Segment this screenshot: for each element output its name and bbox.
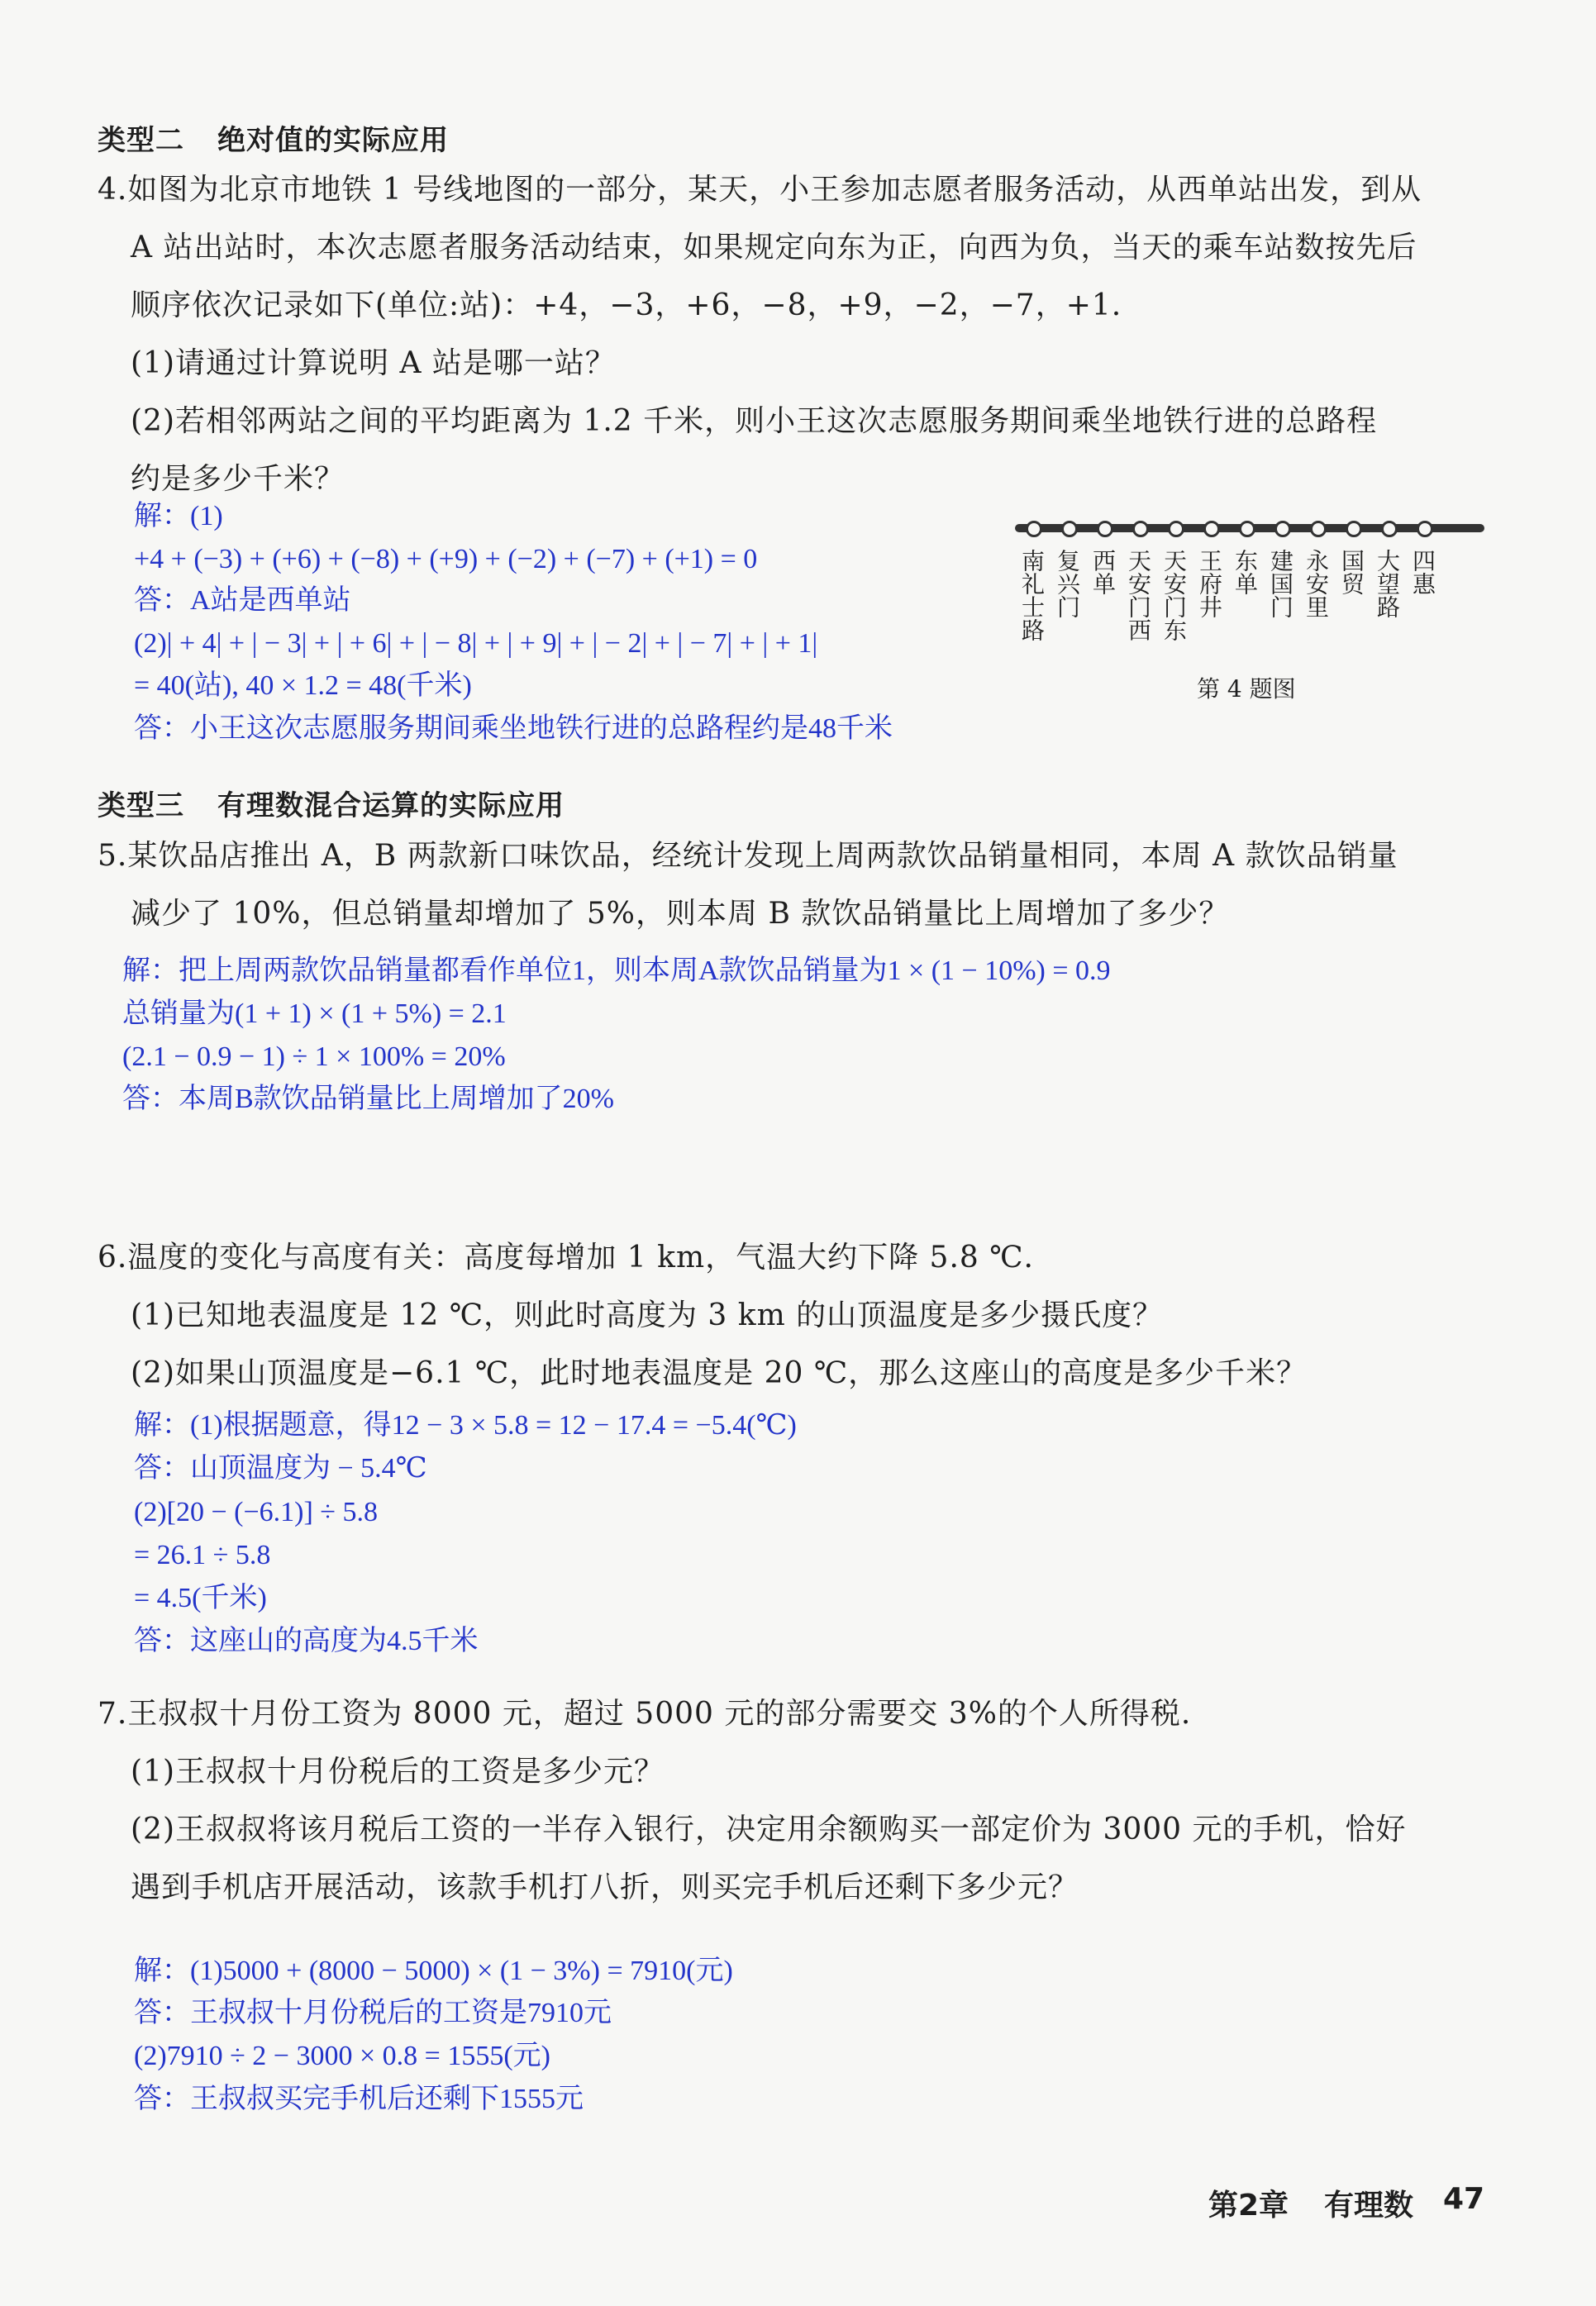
answer-line: = 40(站), 40 × 1.2 = 48(千米) <box>134 670 472 701</box>
answer-line: +4 + (−3) + (+6) + (−8) + (+9) + (−2) + (−7) + (+1) = 0 <box>134 544 758 574</box>
question-line: A 站出站时，本次志愿者服务活动结束，如果规定向东为正，向西为负，当天的乘车站数按先后 <box>131 231 1417 264</box>
answer-line: 答：本周B款饮品销量比上周增加了20% <box>122 1084 614 1114</box>
station-label: 天安门东 <box>1160 549 1188 641</box>
station-label: 天安门西 <box>1125 549 1152 641</box>
station-dot <box>1417 521 1433 537</box>
question-line: (2)如果山顶温度是−6.1 ℃，此时地表温度是 20 ℃，那么这座山的高度是多少千米？ <box>131 1356 1308 1390</box>
question-line: (1)请通过计算说明 A 站是哪一站？ <box>131 346 616 380</box>
station-label: 四惠 <box>1409 549 1436 595</box>
answer-line: 解：(1) <box>134 501 223 531</box>
station-label: 复兴门 <box>1054 549 1081 618</box>
station-label: 大望路 <box>1374 549 1401 618</box>
answer-line: 解：(1)根据题意，得12 − 3 × 5.8 = 12 − 17.4 = −5.4(℃) <box>134 1410 797 1441</box>
question-line: (2)若相邻两站之间的平均距离为 1.2 千米，则小王这次志愿服务期间乘坐地铁行进的总路程 <box>131 404 1378 438</box>
station-dot <box>1346 521 1362 537</box>
footer-chapter: 第2章 <box>1208 2189 1289 2223</box>
answer-line: = 4.5(千米) <box>134 1583 267 1613</box>
station-label: 王府井 <box>1196 549 1223 618</box>
station-dot <box>1274 521 1291 537</box>
question-line: 4.如图为北京市地铁 1 号线地图的一部分，某天，小王参加志愿者服务活动，从西单站出发，到从 <box>98 173 1422 207</box>
question-line: 减少了 10%，但总销量却增加了 5%，则本周 B 款饮品销量比上周增加了多少？ <box>131 897 1230 931</box>
station-label: 国贸 <box>1338 549 1365 595</box>
answer-line: 解：(1)5000 + (8000 − 5000) × (1 − 3%) = 7910(元) <box>134 1956 733 1986</box>
answer-line: 总销量为(1 + 1) × (1 + 5%) = 2.1 <box>122 998 507 1029</box>
station-label: 西单 <box>1089 549 1117 595</box>
station-dot <box>1203 521 1220 537</box>
answer-line: 答：小王这次志愿服务期间乘坐地铁行进的总路程约是48千米 <box>134 713 893 744</box>
question-line: 顺序依次记录如下(单位:站)：+4，−3，+6，−8，+9，−2，−7，+1. <box>131 288 1122 322</box>
figure-caption: 第 4 题图 <box>1197 675 1296 703</box>
section-label: 类型二 <box>98 124 184 157</box>
answer-line: = 26.1 ÷ 5.8 <box>134 1540 271 1570</box>
answer-line: (2)7910 ÷ 2 − 3000 × 0.8 = 1555(元) <box>134 2041 550 2071</box>
section-heading-type2 <box>98 117 449 158</box>
station-dot <box>1061 521 1078 537</box>
station-label: 永安里 <box>1303 549 1330 618</box>
question-line: 遇到手机店开展活动，该款手机打八折，则买完手机后还剩下多少元？ <box>131 1870 1079 1904</box>
station-dot <box>1381 521 1398 537</box>
answer-line: 解：把上周两款饮品销量都看作单位1，则本周A款饮品销量为1 × (1 − 10%) = 0.9 <box>122 955 1111 986</box>
question-line: 6.温度的变化与高度有关：高度每增加 1 km，气温大约下降 5.8 ℃. <box>98 1241 1034 1274</box>
station-dot <box>1239 521 1255 537</box>
question-line: 5.某饮品店推出 A，B 两款新口味饮品，经统计发现上周两款饮品销量相同，本周 A 款饮品销量 <box>98 839 1398 873</box>
station-dot <box>1132 521 1149 537</box>
question-line: (1)已知地表温度是 12 ℃，则此时高度为 3 km 的山顶温度是多少摄氏度？ <box>131 1298 1164 1332</box>
answer-line: (2)| + 4| + | − 3| + | + 6| + | − 8| + | + 9| + | − 2| + | − 7| + | + 1| <box>134 628 818 659</box>
station-label: 东单 <box>1232 549 1259 595</box>
question-line: (1)王叔叔十月份税后的工资是多少元？ <box>131 1755 665 1789</box>
station-dot <box>1310 521 1327 537</box>
section-heading-type3 <box>98 783 565 823</box>
footer-title: 有理数 <box>1324 2189 1414 2223</box>
section-title: 有理数混合运算的实际应用 <box>217 789 565 822</box>
answer-line: (2)[20 − (−6.1)] ÷ 5.8 <box>134 1497 378 1527</box>
question-line: (2)王叔叔将该月税后工资的一半存入银行，决定用余额购买一部定价为 3000 元的手机，恰好 <box>131 1813 1407 1846</box>
page-number: 47 <box>1443 2182 1485 2216</box>
answer-line: 答：这座山的高度为4.5千米 <box>134 1626 479 1656</box>
answer-line: (2.1 − 0.9 − 1) ÷ 1 × 100% = 20% <box>122 1041 506 1072</box>
station-dot <box>1097 521 1113 537</box>
section-label: 类型三 <box>98 789 184 822</box>
question-line: 7.王叔叔十月份工资为 8000 元，超过 5000 元的部分需要交 3%的个人所得税. <box>98 1697 1192 1731</box>
answer-line: 答：山顶温度为 − 5.4℃ <box>134 1453 427 1484</box>
station-dot <box>1026 521 1042 537</box>
section-title: 绝对值的实际应用 <box>217 124 449 157</box>
station-dot <box>1168 521 1184 537</box>
answer-line: 答：王叔叔买完手机后还剩下1555元 <box>134 2084 584 2114</box>
station-label: 建国门 <box>1267 549 1294 618</box>
question-line: 约是多少千米？ <box>131 462 345 496</box>
answer-line: 答：王叔叔十月份税后的工资是7910元 <box>134 1998 612 2028</box>
answer-line: 答：A站是西单站 <box>134 585 351 616</box>
station-label: 南礼士路 <box>1018 549 1046 641</box>
